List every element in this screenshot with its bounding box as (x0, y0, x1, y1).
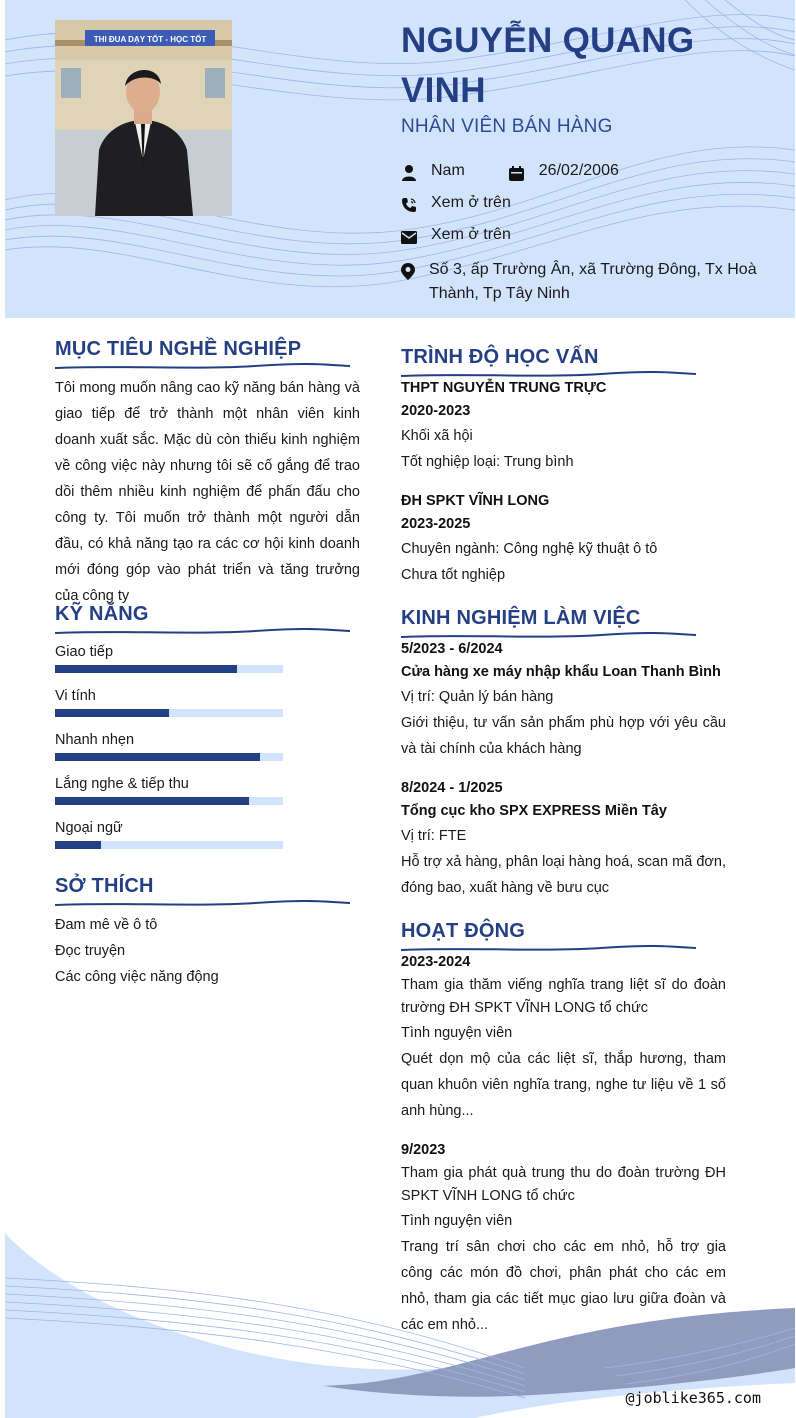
skill-name: Ngoại ngữ (55, 820, 123, 836)
calendar-icon (509, 164, 525, 182)
skill-bar (55, 797, 283, 805)
education-school: ĐH SPKT VĨNH LONG (401, 493, 550, 509)
education-section-header (401, 346, 696, 379)
footer-decoration (5, 1218, 795, 1418)
activity-name: Tham gia phát quà trung thu do đoàn trường ĐH SPKT VĨNH LONG tổ chức (401, 1165, 726, 1204)
education-school: THPT NGUYỄN TRUNG TRỰC (401, 380, 607, 396)
skill-name: Lắng nghe & tiếp thu (55, 776, 189, 792)
activity-period: 9/2023 (401, 1142, 446, 1158)
gender-birthdate-row (401, 162, 619, 182)
skill-bar-fill (55, 841, 101, 849)
hobbies-list (55, 912, 365, 990)
activity-description: Trang trí sân chơi cho các em nhỏ, hỗ trợ gia công các món đồ chơi, phân phát cho các em nhỏ, tham gia các tiết mục giao lưu giữa đoàn và các em nhỏ... (401, 1239, 726, 1333)
address-value: Số 3, ấp Trường Ân, xã Trường Đông, Tx Hoà Thành, Tp Tây Ninh (429, 261, 757, 302)
email-value: Xem ở trên (431, 226, 511, 243)
candidate-name: NGUYỄN QUANG VINH (401, 21, 695, 110)
skill-bar-fill (55, 665, 237, 673)
job-title: NHÂN VIÊN BÁN HÀNG (401, 116, 613, 137)
envelope-icon (401, 228, 417, 246)
title-underline (55, 363, 350, 371)
education-major: Khối xã hội (401, 428, 473, 444)
location-pin-icon (401, 262, 415, 280)
address-row (401, 258, 761, 306)
email-row (401, 226, 511, 246)
experience-period: 8/2024 - 1/2025 (401, 780, 503, 796)
hobbies-section-header (55, 875, 350, 908)
photo-banner-text: THI ĐUA DẠY TỐT - HỌC TỐT (93, 35, 207, 44)
skill-item (55, 644, 285, 673)
skill-name: Nhanh nhẹn (55, 732, 135, 748)
skill-bar (55, 841, 283, 849)
experience-company: Cửa hàng xe máy nhập khẩu Loan Thanh Bình (401, 664, 721, 680)
activity-name: Tham gia thăm viếng nghĩa trang liệt sĩ do đoàn trường ĐH SPKT VĨNH LONG tổ chức (401, 977, 726, 1016)
experience-company: Tổng cục kho SPX EXPRESS Miền Tây (401, 803, 667, 819)
activity-role: Tình nguyện viên (401, 1213, 513, 1229)
hobby-item: Đam mê về ô tô (55, 917, 158, 933)
hobby-item: Đọc truyện (55, 943, 126, 959)
objective-section-header (55, 338, 350, 371)
skill-item (55, 820, 285, 849)
skill-bar (55, 709, 283, 717)
phone-icon (401, 196, 417, 214)
education-result: Tốt nghiệp loại: Trung bình (401, 454, 574, 470)
skill-item (55, 776, 285, 805)
birthdate-value: 26/02/2006 (538, 162, 619, 179)
experience-position: Vị trí: Quản lý bán hàng (401, 689, 554, 705)
activities-title: HOẠT ĐỘNG (401, 920, 526, 942)
watermark-text: @joblike365.com (625, 1389, 761, 1407)
skill-bar-fill (55, 753, 260, 761)
skill-bar-fill (55, 797, 249, 805)
skill-item (55, 688, 285, 717)
education-entry (401, 377, 726, 475)
activity-role: Tình nguyện viên (401, 1025, 513, 1041)
skill-item (55, 732, 285, 761)
skills-title: KỸ NĂNG (55, 603, 149, 625)
experience-description: Hỗ trợ xả hàng, phân loại hàng hoá, scan mã đơn, đóng bao, xuất hàng về bưu cục (401, 854, 726, 896)
experience-entry (401, 777, 726, 901)
education-title: TRÌNH ĐỘ HỌC VẤN (401, 346, 599, 368)
skill-name: Vi tính (55, 688, 96, 704)
education-period: 2023-2025 (401, 516, 471, 532)
education-major: Chuyên ngành: Công nghệ kỹ thuật ô tô (401, 541, 658, 557)
user-icon (401, 164, 417, 182)
profile-photo (55, 20, 232, 216)
activities-section-header (401, 920, 696, 953)
skill-bar-fill (55, 709, 169, 717)
birthdate-item (509, 162, 619, 182)
skill-bar (55, 753, 283, 761)
experience-description: Giới thiệu, tư vấn sản phẩm phù hợp với yêu cầu và tài chính của khách hàng (401, 715, 726, 757)
activity-description: Quét dọn mộ của các liệt sĩ, thắp hương, tham quan khuôn viên nghĩa trang, nghe tư liệu về 1 số anh hùng... (401, 1051, 726, 1119)
skill-name: Giao tiếp (55, 644, 114, 660)
activity-entry (401, 951, 726, 1124)
footer-wave-shapes (5, 1218, 795, 1418)
experience-entry (401, 638, 726, 762)
education-entry (401, 490, 726, 588)
hobby-item: Các công việc năng động (55, 969, 219, 985)
phone-value: Xem ở trên (431, 194, 511, 211)
education-period: 2020-2023 (401, 403, 471, 419)
experience-period: 5/2023 - 6/2024 (401, 641, 503, 657)
objective-text: Tôi mong muốn nâng cao kỹ năng bán hàng và giao tiếp để trở thành một nhân viên kinh doanh xuất sắc. Mặc dù còn thiếu kinh nghiệm về công việc này nhưng tôi sẽ cố gắng để trao dồi thêm nhiều kinh nghiệm để phấn đấu cho công ty. Tôi muốn trở thành một người dẫn đầu, có khả năng tạo ra các cơ hội kinh doanh mới đóng góp vào phát triển và tăng trưởng của công ty (55, 380, 360, 604)
title-underline (55, 900, 350, 908)
education-result: Chưa tốt nghiệp (401, 567, 506, 583)
activity-period: 2023-2024 (401, 954, 471, 970)
phone-row (401, 194, 511, 214)
objective-title: MỤC TIÊU NGHỀ NGHIỆP (55, 338, 302, 360)
title-underline (55, 628, 350, 636)
skill-bar (55, 665, 283, 673)
header (5, 0, 795, 318)
skills-section-header (55, 603, 350, 636)
gender-value: Nam (431, 162, 465, 179)
hobbies-title: SỞ THÍCH (55, 875, 154, 897)
experience-title: KINH NGHIỆM LÀM VIỆC (401, 607, 641, 629)
experience-position: Vị trí: FTE (401, 828, 467, 844)
experience-section-header (401, 607, 696, 640)
